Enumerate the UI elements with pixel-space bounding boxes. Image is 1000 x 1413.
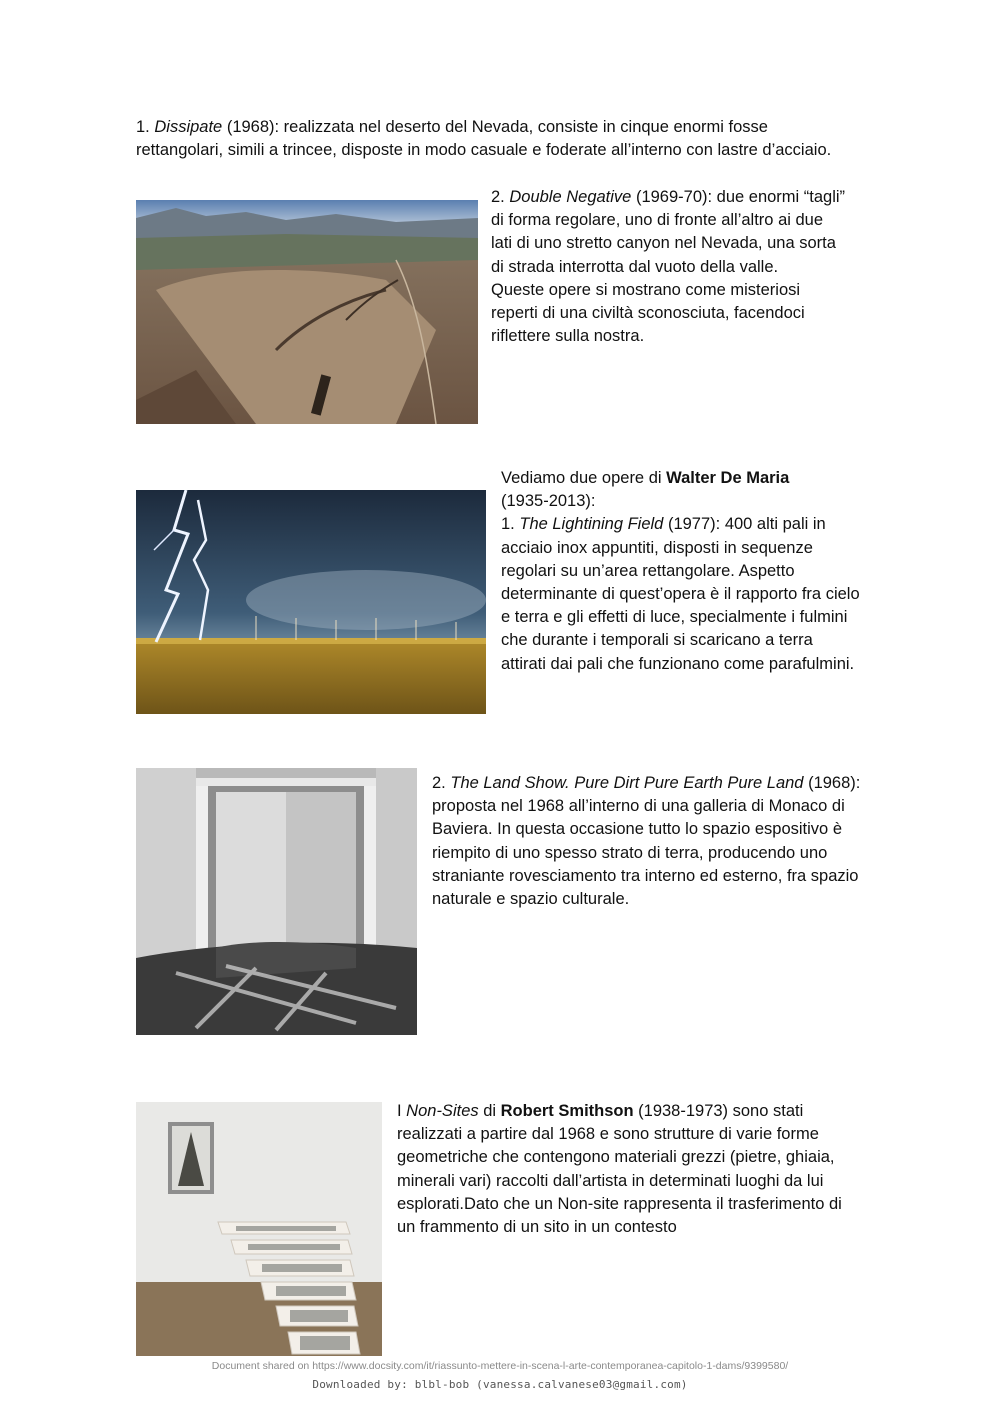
artwork-title: Double Negative (509, 188, 632, 206)
non-site-photo (136, 1102, 382, 1356)
paragraph-text: (1938-1973) sono stati realizzati a partire dal 1968 e sono strutture di varie forme geometriche che contengono materiali grezzi (pietre, ghiaia, minerali vari) raccolti dall’artista in determinati luoghi da lui esplorati.Dato che un Non-site rappresenta il trasferimento di un frammento di un sito in un contesto (397, 1102, 842, 1237)
downloaded-by-note: Downloaded by: blbl-bob (vanessa.calvanese03@gmail.com) (312, 1378, 688, 1391)
lightning-field-photo (136, 490, 486, 714)
artwork-title: The Land Show. Pure Dirt Pure Earth Pure Land (450, 774, 804, 792)
paragraph-text: Queste opere si mostrano come misteriosi reperti di una civiltà sconosciuta, facendoci riflettere sulla nostra. (491, 280, 805, 346)
item-number: 1. (501, 515, 520, 534)
land-show-paragraph (432, 772, 864, 911)
item-number: 2. (432, 774, 451, 792)
earth-room-photo (136, 768, 417, 1035)
paragraph-text: I (397, 1102, 407, 1120)
double-negative-paragraph (491, 186, 847, 348)
artwork-title: The Lightining Field (519, 515, 664, 534)
walter-de-maria-paragraph (501, 467, 861, 676)
item-number: 1. (136, 118, 155, 136)
artwork-title: Dissipate (154, 118, 223, 136)
paragraph-text: di (478, 1102, 501, 1120)
non-sites-paragraph (397, 1100, 857, 1239)
item-number: 2. (491, 188, 510, 206)
artwork-title: Non-Sites (406, 1102, 479, 1120)
double-negative-photo (136, 200, 478, 424)
artist-dates: (1935-2013): (501, 492, 596, 511)
paragraph-text: (1977): 400 alti pali in acciaio inox appuntiti, disposti in sequenze regolari su un’area rettangolare. Aspetto determinante di quest’opera è il rapporto fra cielo e terra e gli effetti di luce, specialmente i fulmini che durante i temporali si scaricano a terra attirati dai pali che funzionano come parafulmini. (501, 515, 860, 673)
paragraph-text: (1968): realizzata nel deserto del Nevada, consiste in cinque enormi fosse rettangolari, simili a trincee, disposte in modo casuale e foderate all’interno con lastre d’acciaio. (136, 118, 832, 160)
document-shared-link[interactable]: Document shared on https://www.docsity.com/it/riassunto-mettere-in-scena-l-arte-contemporanea-capitolo-1-dams/9399580/ (211, 1360, 789, 1372)
paragraph-text: (1969-70): due enormi “tagli” di forma regolare, uno di fronte all’altro ai due lati di uno stretto canyon nel Nevada, una sorta di strada interrotta dal vuoto della valle. (491, 188, 846, 276)
artist-name: Robert Smithson (500, 1102, 634, 1120)
artist-name: Walter De Maria (666, 469, 790, 487)
paragraph-text: (1968): proposta nel 1968 all’interno di una galleria di Monaco di Baviera. In questa occasione tutto lo spazio espositivo è riempito di uno spesso strato di terra, producendo uno straniante rovesciamento tra interno ed esterno, fra spazio naturale e spazio culturale. (432, 774, 861, 909)
paragraph-text: Vediamo due opere di (501, 469, 667, 487)
dissipate-paragraph (136, 116, 856, 162)
